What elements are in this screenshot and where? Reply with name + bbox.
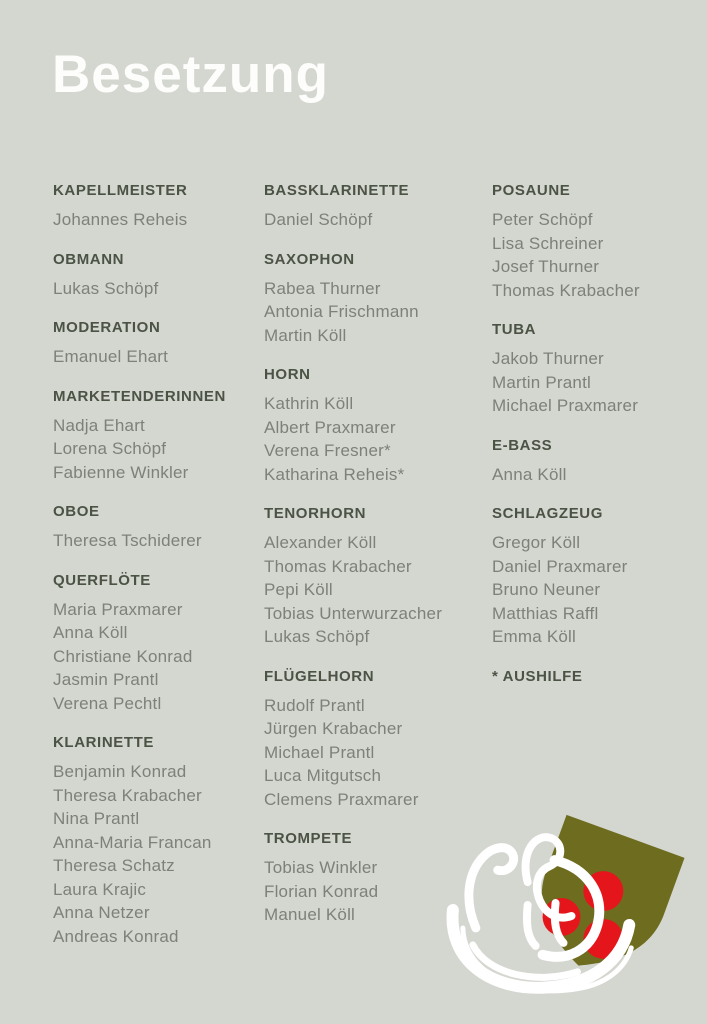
member-name: Gregor Köll — [492, 533, 581, 552]
roster-section — [264, 664, 492, 812]
member-name: Michael Prantl — [264, 742, 375, 762]
member-name: Anna Köll — [53, 623, 128, 642]
member-name: Jakob Thurner — [492, 349, 604, 368]
member-name: Kathrin Köll — [264, 394, 354, 413]
member-name: Nadja Ehart — [53, 415, 145, 435]
section-header: MARKETENDERINNEN — [53, 387, 226, 405]
member-name: Maria Praxmarer — [53, 599, 183, 619]
roster-section — [53, 499, 264, 553]
member-name: Peter Schöpf — [492, 210, 593, 229]
roster-section — [264, 178, 492, 232]
member-name: Emma Köll — [492, 627, 576, 646]
member-name: Martin Prantl — [492, 372, 591, 392]
section-header: POSAUNE — [492, 182, 571, 199]
section-header: KLARINETTE — [53, 734, 154, 751]
section-header: * AUSHILFE — [492, 667, 583, 685]
section-header: FLÜGELHORN — [264, 667, 375, 685]
section-header: TUBA — [492, 321, 537, 338]
roster-section — [264, 362, 492, 486]
member-name: Lorena Schöpf — [53, 439, 167, 458]
member-name: Jasmin Prantl — [53, 670, 159, 689]
roster-section — [492, 178, 693, 302]
member-name: Lisa Schreiner — [492, 233, 604, 253]
member-name: Emanuel Ehart — [53, 347, 169, 366]
section-header: BASSKLARINETTE — [264, 182, 410, 199]
member-name: Rabea Thurner — [264, 278, 381, 298]
roster-section — [53, 315, 264, 369]
section-header: TENORHORN — [264, 505, 367, 522]
member-name: Michael Praxmarer — [492, 396, 639, 415]
member-name: Christiane Konrad — [53, 646, 193, 666]
roster-column — [53, 178, 264, 963]
roster-section — [492, 664, 693, 694]
member-name: Johannes Reheis — [53, 210, 188, 229]
section-header: TROMPETE — [264, 830, 353, 847]
member-name: Verena Fresner* — [264, 441, 391, 460]
member-name: Alexander Köll — [264, 533, 377, 552]
member-name: Theresa Schatz — [53, 856, 175, 875]
member-name: Theresa Tschiderer — [53, 531, 202, 550]
section-header: HORN — [264, 366, 311, 383]
roster-section — [492, 501, 693, 649]
section-header: SAXOPHON — [264, 250, 355, 268]
member-name: Martin Köll — [264, 325, 347, 345]
member-name: Anna-Maria Francan — [53, 832, 212, 852]
roster-section — [53, 568, 264, 716]
member-name: Anna Netzer — [53, 903, 150, 922]
member-name: Katharina Reheis* — [264, 464, 405, 484]
section-header: KAPELLMEISTER — [53, 182, 188, 199]
section-header: SCHLAGZEUG — [492, 505, 603, 522]
member-name: Bruno Neuner — [492, 580, 601, 599]
member-name: Jürgen Krabacher — [264, 719, 403, 738]
band-logo — [428, 800, 707, 1020]
member-name: Thomas Krabacher — [492, 280, 640, 300]
member-name: Benjamin Konrad — [53, 762, 187, 781]
member-name: Pepi Köll — [264, 580, 333, 599]
member-name: Lukas Schöpf — [264, 627, 370, 646]
member-name: Daniel Praxmarer — [492, 556, 628, 576]
section-header: OBOE — [53, 503, 100, 520]
member-name: Tobias Unterwurzacher — [264, 603, 443, 623]
roster-section — [53, 384, 264, 485]
member-name: Matthias Raffl — [492, 603, 599, 623]
roster-section — [53, 247, 264, 301]
member-name: Laura Krajic — [53, 879, 147, 899]
page-title: Besetzung — [52, 45, 329, 104]
member-name: Thomas Krabacher — [264, 556, 412, 576]
member-name: Theresa Krabacher — [53, 785, 202, 805]
member-name: Clemens Praxmarer — [264, 789, 419, 809]
roster-section — [264, 247, 492, 348]
member-name: Florian Konrad — [264, 881, 379, 901]
roster-section — [53, 730, 264, 948]
member-name: Nina Prantl — [53, 809, 140, 828]
member-name: Luca Mitgutsch — [264, 766, 382, 785]
member-name: Daniel Schöpf — [264, 210, 373, 229]
member-name: Josef Thurner — [492, 257, 600, 276]
member-name: Andreas Konrad — [53, 926, 179, 946]
member-name: Albert Praxmarer — [264, 417, 396, 437]
section-header: MODERATION — [53, 319, 161, 336]
member-name: Rudolf Prantl — [264, 695, 365, 715]
member-name: Tobias Winkler — [264, 858, 378, 877]
member-name: Manuel Köll — [264, 905, 356, 924]
section-header: OBMANN — [53, 250, 125, 268]
member-name: Fabienne Winkler — [53, 462, 189, 482]
roster-section — [492, 317, 693, 418]
roster-section — [53, 178, 264, 232]
member-name: Antonia Frischmann — [264, 302, 419, 321]
member-name: Anna Köll — [492, 464, 567, 484]
section-header: E-BASS — [492, 436, 553, 454]
roster-section — [264, 501, 492, 649]
member-name: Verena Pechtl — [53, 693, 162, 713]
section-header: QUERFLÖTE — [53, 571, 151, 589]
member-name: Lukas Schöpf — [53, 278, 159, 298]
roster-section — [492, 433, 693, 487]
